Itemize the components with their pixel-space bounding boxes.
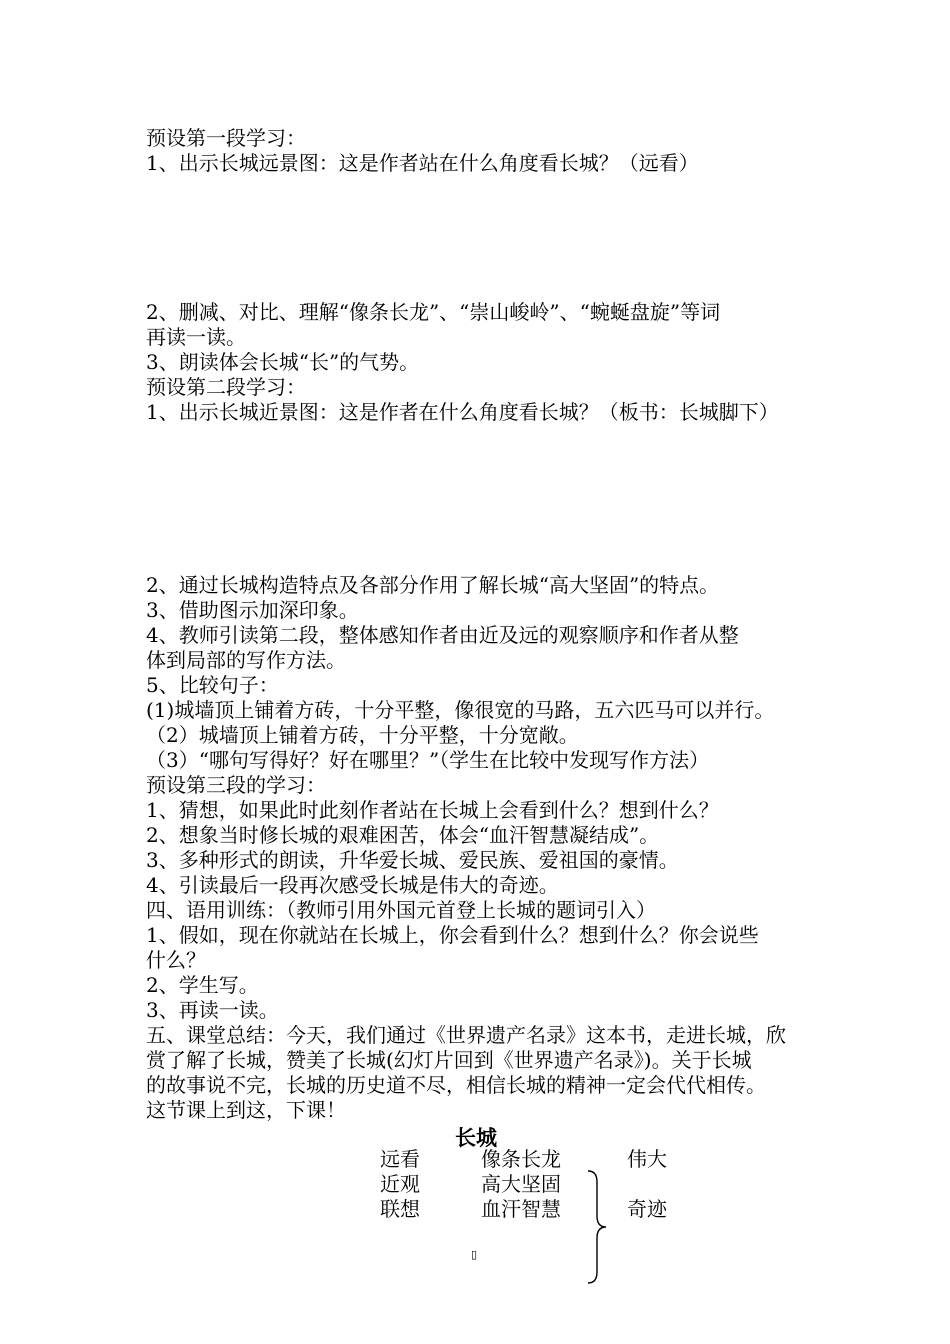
text-line: 2、删减、对比、理解“像条长龙”、“崇山峻岭”、“蜿蜒盘旋”等词 (146, 300, 721, 324)
text-line: (1)城墙顶上铺着方砖，十分平整，像很宽的马路，五六匹马可以并行。 (146, 698, 775, 722)
section-a (146, 126, 836, 176)
text-line: 预设第三段的学习： (146, 773, 326, 797)
text-line: 这节课上到这，下课！ (146, 1098, 346, 1122)
text-line: 再读一读。 (146, 325, 246, 349)
board-col2-item: 血汗智慧 (481, 1197, 561, 1221)
document-body (146, 126, 836, 1123)
text-line: 5、比较句子： (146, 673, 279, 697)
text-line: 赏了解了长城，赞美了长城(幻灯片回到《世界遗产名录》)。关于长城 (146, 1048, 752, 1072)
text-line: 3、再读一读。 (146, 998, 279, 1022)
board-col1-item: 联想 (380, 1197, 420, 1221)
board-col3-item: 奇迹 (627, 1197, 667, 1221)
text-line: 五、课堂总结：今天，我们通过《世界遗产名录》这本书，走进长城，欣 (146, 1023, 786, 1047)
image-placeholder-near-view (146, 425, 836, 573)
text-line: 4、引读最后一段再次感受长城是伟大的奇迹。 (146, 873, 559, 897)
text-line: 四、语用训练：（教师引用外国元首登上长城的题词引入） (146, 898, 656, 922)
text-line: 1、假如，现在你就站在长城上，你会看到什么？想到什么？你会说些 (146, 923, 759, 947)
section-c (146, 573, 836, 1123)
board-col1-item: 远看 (380, 1147, 420, 1171)
board-col2-item: 高大坚固 (481, 1172, 561, 1196)
board-mark: ▯ (471, 1248, 478, 1261)
text-line: 的故事说不完，长城的历史道不尽，相信长城的精神一定会代代相传。 (146, 1073, 766, 1097)
text-line: 体到局部的写作方法。 (146, 648, 346, 672)
text-line: （2）城墙顶上铺着方砖，十分平整，十分宽敞。 (146, 723, 579, 747)
text-line: 4、教师引读第二段，整体感知作者由近及远的观察顺序和作者从整 (146, 623, 739, 647)
text-line: 1、猜想，如果此时此刻作者站在长城上会看到什么？想到什么？ (146, 798, 719, 822)
text-line: 什么？ (146, 948, 206, 972)
text-line: 1、出示长城远景图：这是作者站在什么角度看长城？（远看） (146, 151, 699, 175)
text-line: 2、学生写。 (146, 973, 259, 997)
board-title: 长城 (455, 1126, 497, 1150)
board-col2-item: 像条长龙 (481, 1147, 561, 1171)
text-line: 预设第一段学习： (146, 126, 306, 150)
section-b (146, 300, 836, 425)
right-brace-icon (586, 1170, 608, 1284)
board-col3-item: 伟大 (627, 1147, 667, 1171)
text-line: 1、出示长城近景图：这是作者在什么角度看长城？（板书：长城脚下） (146, 400, 779, 424)
text-line: 3、朗读体会长城“长”的气势。 (146, 350, 420, 374)
text-line: 3、借助图示加深印象。 (146, 598, 359, 622)
text-line: 3、多种形式的朗读，升华爱长城、爱民族、爱祖国的豪情。 (146, 848, 679, 872)
board-col1-item: 近观 (380, 1172, 420, 1196)
text-line: 2、想象当时修长城的艰难困苦，体会“血汗智慧凝结成”。 (146, 823, 660, 847)
text-line: 预设第二段学习： (146, 375, 306, 399)
text-line: （3）“哪句写得好？好在哪里？”（学生在比较中发现写作方法） (146, 748, 710, 772)
image-placeholder-far-view (146, 176, 836, 300)
text-line: 2、通过长城构造特点及各部分作用了解长城“高大坚固”的特点。 (146, 573, 720, 597)
